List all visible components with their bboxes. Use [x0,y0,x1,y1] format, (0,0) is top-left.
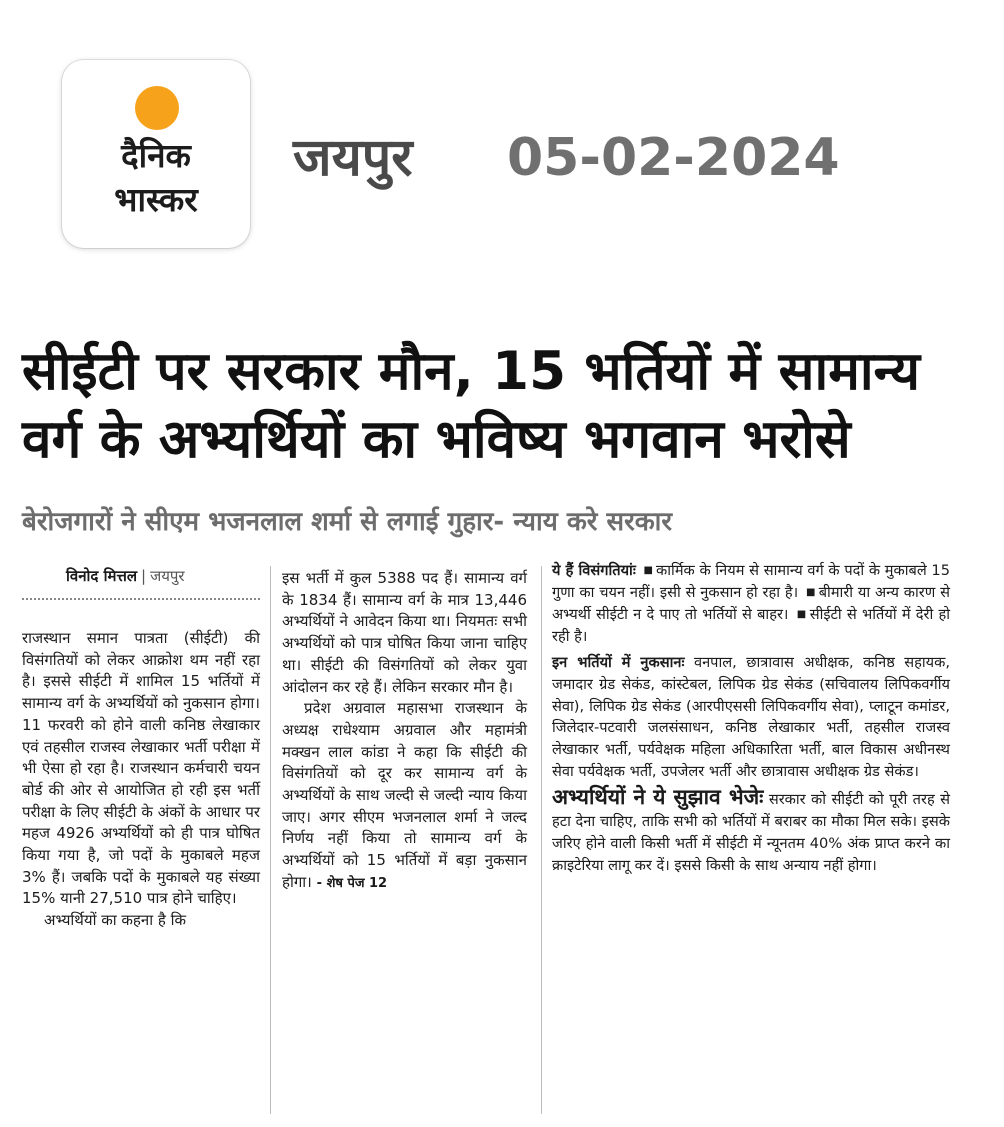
suggestions-text: सरकार को सीईटी को पूरी तरह से हटा देना चाहिए, ताकि सभी को भर्तियों में बराबर का मौका मिल सके। इसके जरिए होने वाली किसी भर्ती में सीईटी में न्यूनतम 40% अंक प्राप्त करने का क्राइटेरिया लागू कर दें। इससे किसी के साथ अन्याय नहीं होगा। [552,791,950,874]
article-column-2 [282,568,527,895]
inconsistencies-heading: ये हैं विसंगतियांः [552,562,636,579]
square-bullet-icon: ■ [806,586,816,598]
logo-text-line2: भास्कर [114,180,198,219]
byline-dotted-rule [22,598,260,600]
column-divider-2 [541,566,542,1114]
byline-city: जयपुर [150,567,185,585]
col1-paragraph-2: अभ्यर्थियों का कहना है कि [44,911,186,930]
inconsistencies-section [552,560,950,647]
continued-on-page: - शेष पेज 12 [316,875,388,891]
inconsistency-1: कार्मिक के नियम से सामान्य वर्ग के पदों के मुकाबले 15 गुणा का चयन नहीं। इसी से नुकसान हो रहा है। [552,562,950,601]
square-bullet-icon: ■ [796,608,807,620]
article-headline: सीईटी पर सरकार मौन, 15 भर्तियों में सामान्य वर्ग के अभ्यर्थियों का भविष्य भगवान भरोसे [22,341,921,470]
square-bullet-icon: ■ [643,565,654,577]
suggestions-section [552,787,950,876]
affected-recruitments-section [552,652,950,782]
col2-paragraph-2-text: प्रदेश अग्रवाल महासभा राजस्थान के अध्यक्ष राधेश्याम अग्रवाल और महामंत्री मक्खन लाल कांडा ने कहा कि सीईटी की विसंगतियों को दूर कर सामान्य वर्ग के अभ्यर्थियों के साथ जल्दी से जल्दी न्याय किया जाए। अगर सीएम भजनलाल शर्मा ने जल्द निर्णय नहीं किया तो सामान्य वर्ग के अभ्यर्थियों को 15 भर्तियों में बड़ा नुकसान होगा। [282,699,527,891]
byline-author: विनोद मित्तल [66,567,138,585]
affected-recruitments-heading: इन भर्तियों में नुकसानः [552,654,685,672]
byline-separator: | [141,567,147,585]
logo-sun-icon [135,86,179,130]
article-column-1 [22,628,260,932]
article-byline [66,566,185,586]
dainik-bhaskar-logo [62,60,250,248]
col2-paragraph-2 [282,698,527,894]
article-column-3 [552,560,950,876]
edition-date: 05-02-2024 [507,128,840,188]
col2-paragraph-1: इस भर्ती में कुल 5388 पद हैं। सामान्य वर्ग के 1834 हैं। सामान्य वर्ग के मात्र 13,446 अभ्यर्थियों ने आवेदन किया था। नियमतः सभी अभ्यर्थियों को पात्र घोषित किया जाना चाहिए था। सीईटी की विसंगतियों को लेकर युवा आंदोलन कर रहे हैं। लेकिन सरकार मौन है। [282,569,527,696]
edition-city: जयपुर [293,128,413,188]
suggestions-heading: अभ्यर्थियों ने ये सुझाव भेजेः [552,785,764,810]
affected-recruitments-list: वनपाल, छात्रावास अधीक्षक, कनिष्ठ सहायक, जमादार ग्रेड सेकंड, कांस्टेबल, लिपिक ग्रेड सेकंड (सचिवालय लिपिकवर्गीय सेवा), लिपिक ग्रेड सेकंड (आरपीएससी लिपिकवर्गीय सेवा), प्लाटून कमांडर, जिलेदार-पटवारी जलसंसाधन, कनिष्ठ लेखाकार भर्ती, तहसील राजस्व लेखाकार भर्ती, पर्यवेक्षक महिला अधिकारिता भर्ती, बाल विकास अधीनस्थ सेवा पर्यवेक्षक भर्ती, उपजेलर भर्ती और छात्रावास अधीक्षक ग्रेड सेकंड। [552,654,950,780]
article-subheadline: बेरोजगारों ने सीएम भजनलाल शर्मा से लगाई गुहार- न्याय करे सरकार [22,507,673,537]
inconsistency-3: सीईटी से भर्तियों में देरी हो रही है। [552,605,951,645]
logo-text-line1: दैनिक [121,136,191,175]
column-divider-1 [270,566,271,1114]
inconsistency-2: बीमारी या अन्य कारण से अभ्यर्थी सीईटी न दे पाए तो भर्तियों से बाहर। [552,583,950,623]
col1-paragraph-1: राजस्थान समान पात्रता (सीईटी) की विसंगतियों को लेकर आक्रोश थम नहीं रहा है। इससे सीईटी में शामिल 15 भर्तियों में सामान्य वर्ग के अभ्यर्थियों को नुकसान होगा। 11 फरवरी को होने वाली कनिष्ठ लेखाकार एवं तहसील राजस्व लेखाकार भर्ती परीक्षा में भी ऐसा हो रहा है। राजस्थान कर्मचारी चयन बोर्ड की ओर से आयोजित हो रही इस भर्ती परीक्षा के लिए सीईटी के अंकों के आधार पर महज 4926 अभ्यर्थियों को ही पात्र घोषित किया गया है, जो पदों के मुकाबले महज 3% हैं। जबकि पदों के मुकाबले यह संख्या 15% यानी 27,510 पात्र होने चाहिए। [22,629,260,908]
